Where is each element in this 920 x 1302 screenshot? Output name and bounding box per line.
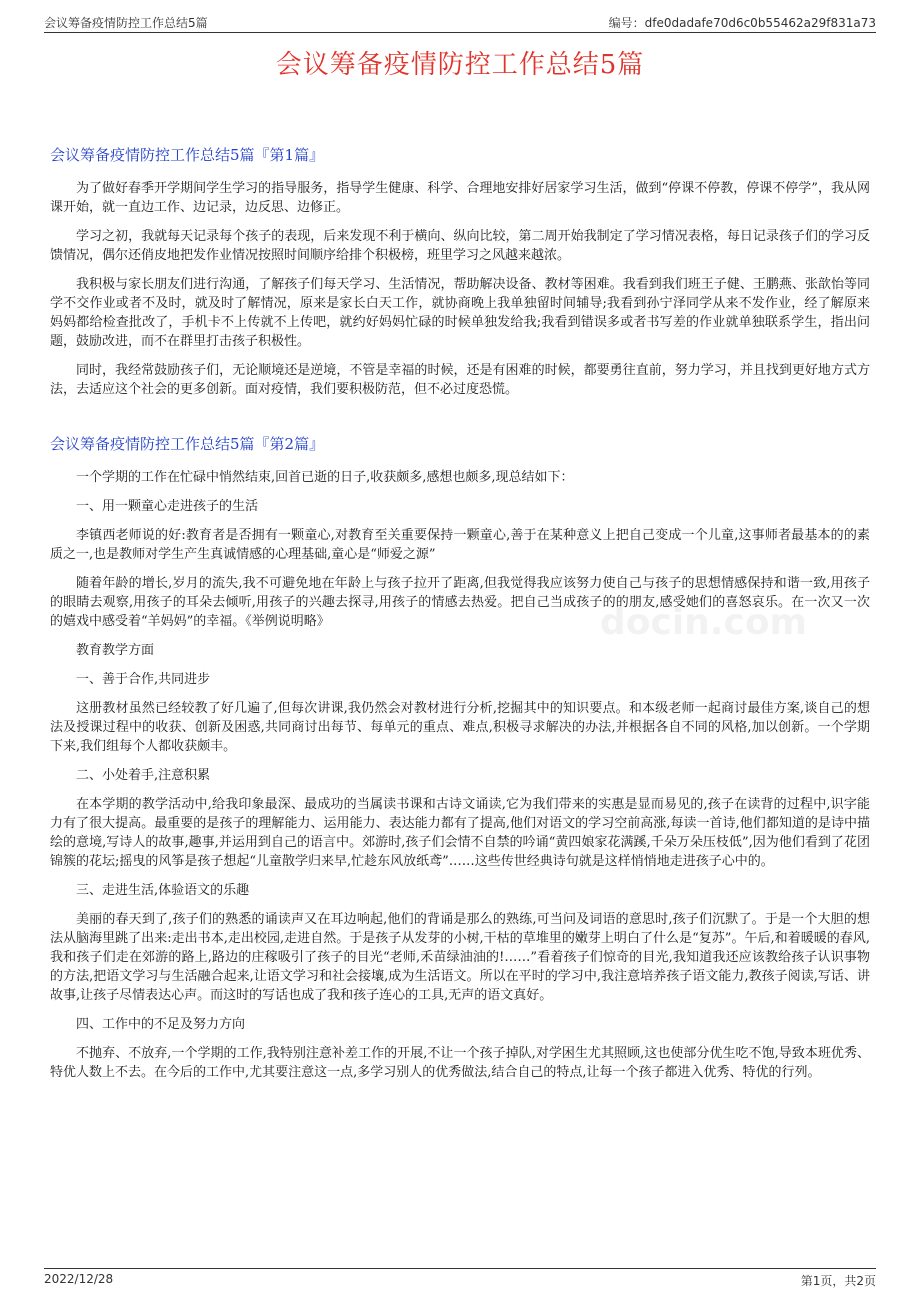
document-title: 会议筹备疫情防控工作总结5篇 <box>275 50 645 80</box>
paragraph: 三、走进生活,体验语文的乐趣 <box>76 883 250 898</box>
paragraph: 不抛弃、不放弃,一个学期的工作,我特别注意补差工作的开展,不让一个孩子掉队,对学困生尤其照顾,这也使部分优生吃不饱,导致本班优秀、特优人数上不去。在今后的工作中,尤其要注意这一点,多学习别人的优秀做法,结合自己的特点,让每一个孩子都进入优秀、特优的行列。 <box>50 1046 870 1080</box>
document-body <box>50 120 870 1092</box>
paragraph: 四、工作中的不足及努力方向 <box>76 1017 246 1032</box>
paragraph: 随着年龄的增长,岁月的流失,我不可避免地在年龄上与孩子拉开了距离,但我觉得我应该努力使自己与孩子的思想情感保持和谐一致,用孩子的眼睛去观察,用孩子的耳朵去倾听,用孩子的兴趣去探寻,用孩子的情感去热爱。把自己当成孩子的的朋友,感受她们的喜怒哀乐。在一次又一次的嬉戏中感受着“羊妈妈”的幸福。《举例说明略》 <box>50 576 870 629</box>
page-header <box>44 12 876 33</box>
paragraph: 同时，我经常鼓励孩子们，无论顺境还是逆境，不管是幸福的时候，还是有困难的时候，都要勇往直前，努力学习，并且找到更好地方式方法，去适应这个社会的更多创新。面对疫情，我们要积极防范，但不必过度恐慌。 <box>50 363 870 397</box>
paragraph: 学习之初，我就每天记录每个孩子的表现，后来发现不利于横向、纵向比较，第二周开始我制定了学习情况表格，每日记录孩子们的学习反馈情况，偶尔还俏皮地把发作业情况按照时间顺序给排个积极榜，班里学习之风越来越浓。 <box>50 229 870 263</box>
footer-date: 2022/12/28 <box>44 1272 114 1286</box>
header-doc-name: 会议筹备疫情防控工作总结5篇 <box>44 16 208 30</box>
paragraph: 李镇西老师说的好:教育者是否拥有一颗童心,对教育至关重要保持一颗童心,善于在某种意义上把自己变成一个儿童,这事师者最基本的的素质之一,也是教师对学生产生真诚情感的心理基础,童心是“师爱之源” <box>50 528 870 562</box>
section-heading: 会议筹备疫情防控工作总结5篇『第1篇』 <box>50 146 325 164</box>
paragraph: 一个学期的工作在忙碌中悄然结束,回首已逝的日子,收获颇多,感想也颇多,现总结如下： <box>76 470 574 485</box>
paragraph: 二、小处着手,注意积累 <box>76 768 211 783</box>
paragraph: 美丽的春天到了,孩子们的熟悉的诵读声又在耳边响起,他们的背诵是那么的熟练,可当问及词语的意思时,孩子们沉默了。于是一个大胆的想法从脑海里跳了出来:走出书本,走出校园,走进自然。于是孩子从发芽的小树,干枯的草堆里的嫩芽上明白了什么是“复苏”。午后,和着暖暖的春风,我和孩子们走在郊游的路上,路边的庄稼吸引了孩子的目光“老师,禾苗绿油油的!……”看着孩子们惊奇的目光,我知道我还应该教给孩子认识事物的方法,把语文学习与生活融合起来,让语文学习和社会接壤,成为生活语文。所以在平时的学习中,我注意培养孩子语文能力,教孩子阅读,写话、讲故事,让孩子尽情表达心声。而这时的写话也成了我和孩子连心的工具,无声的语文真好。 <box>50 912 870 1003</box>
section-heading: 会议筹备疫情防控工作总结5篇『第2篇』 <box>50 435 325 453</box>
paragraph: 我积极与家长朋友们进行沟通，了解孩子们每天学习、生活情况，帮助解决设备、教材等困难。我看到我们班王子健、王鹏燕、张歆怡等同学不交作业或者不及时，就及时了解情况，原来是家长白天工作，就协商晚上我单独留时间辅导;我看到孙宁泽同学从来不发作业，经了解原来妈妈都给检查批改了，手机卡不上传就不上传吧，就约好妈妈忙碌的时候单独发给我;我看到错误多或者书写差的作业就单独联系学生，指出问题，鼓励改进，而不在群里打击孩子积极性。 <box>50 277 870 349</box>
paragraph: 为了做好春季开学期间学生学习的指导服务，指导学生健康、科学、合理地安排好居家学习生活，做到“停课不停教，停课不停学”，我从网课开始，就一直边工作、边记录，边反思、边修正。 <box>50 181 870 215</box>
paragraph: 在本学期的教学活动中,给我印象最深、最成功的当属读书课和古诗文诵读,它为我们带来的实惠是显而易见的,孩子在读背的过程中,识字能力有了很大提高。最重要的是孩子的理解能力、运用能力、表达能力都有了提高,他们对语文的学习空前高涨,每读一首诗,他们都知道的是诗中描绘的意境,写诗人的故事,趣事,并运用到自己的语言中。郊游时,孩子们会情不自禁的吟诵“黄四娘家花满蹊,千朵万朵压枝低”,因为他们看到了花团锦簇的花坛;摇曳的风筝是孩子想起“儿童散学归来早,忙趁东风放纸鸢”……这些传世经典诗句就是这样悄悄地走进孩子心中的。 <box>50 797 870 869</box>
header-doc-id: 编号：dfe0dadafe70d6c0b55462a29f831a73 <box>608 16 876 30</box>
page-footer <box>44 1268 876 1291</box>
paragraph: 这册教材虽然已经较教了好几遍了,但每次讲课,我仍然会对教材进行分析,挖掘其中的知识要点。和本级老师一起商讨最佳方案,谈自己的想法及授课过程中的收获、创新及困惑,共同商讨出每节、每单元的重点、难点,积极寻求解决的办法,并根据各自不同的风格,加以创新。一个学期下来,我们组每个人都收获颇丰。 <box>50 701 870 754</box>
paragraph: 一、善于合作,共同进步 <box>76 672 211 687</box>
paragraph: 一、用一颗童心走进孩子的生活 <box>76 499 259 514</box>
paragraph: 教育教学方面 <box>76 643 155 658</box>
footer-page-number: 第1页，共2页 <box>800 1274 876 1288</box>
watermark: docin.com <box>600 602 808 643</box>
